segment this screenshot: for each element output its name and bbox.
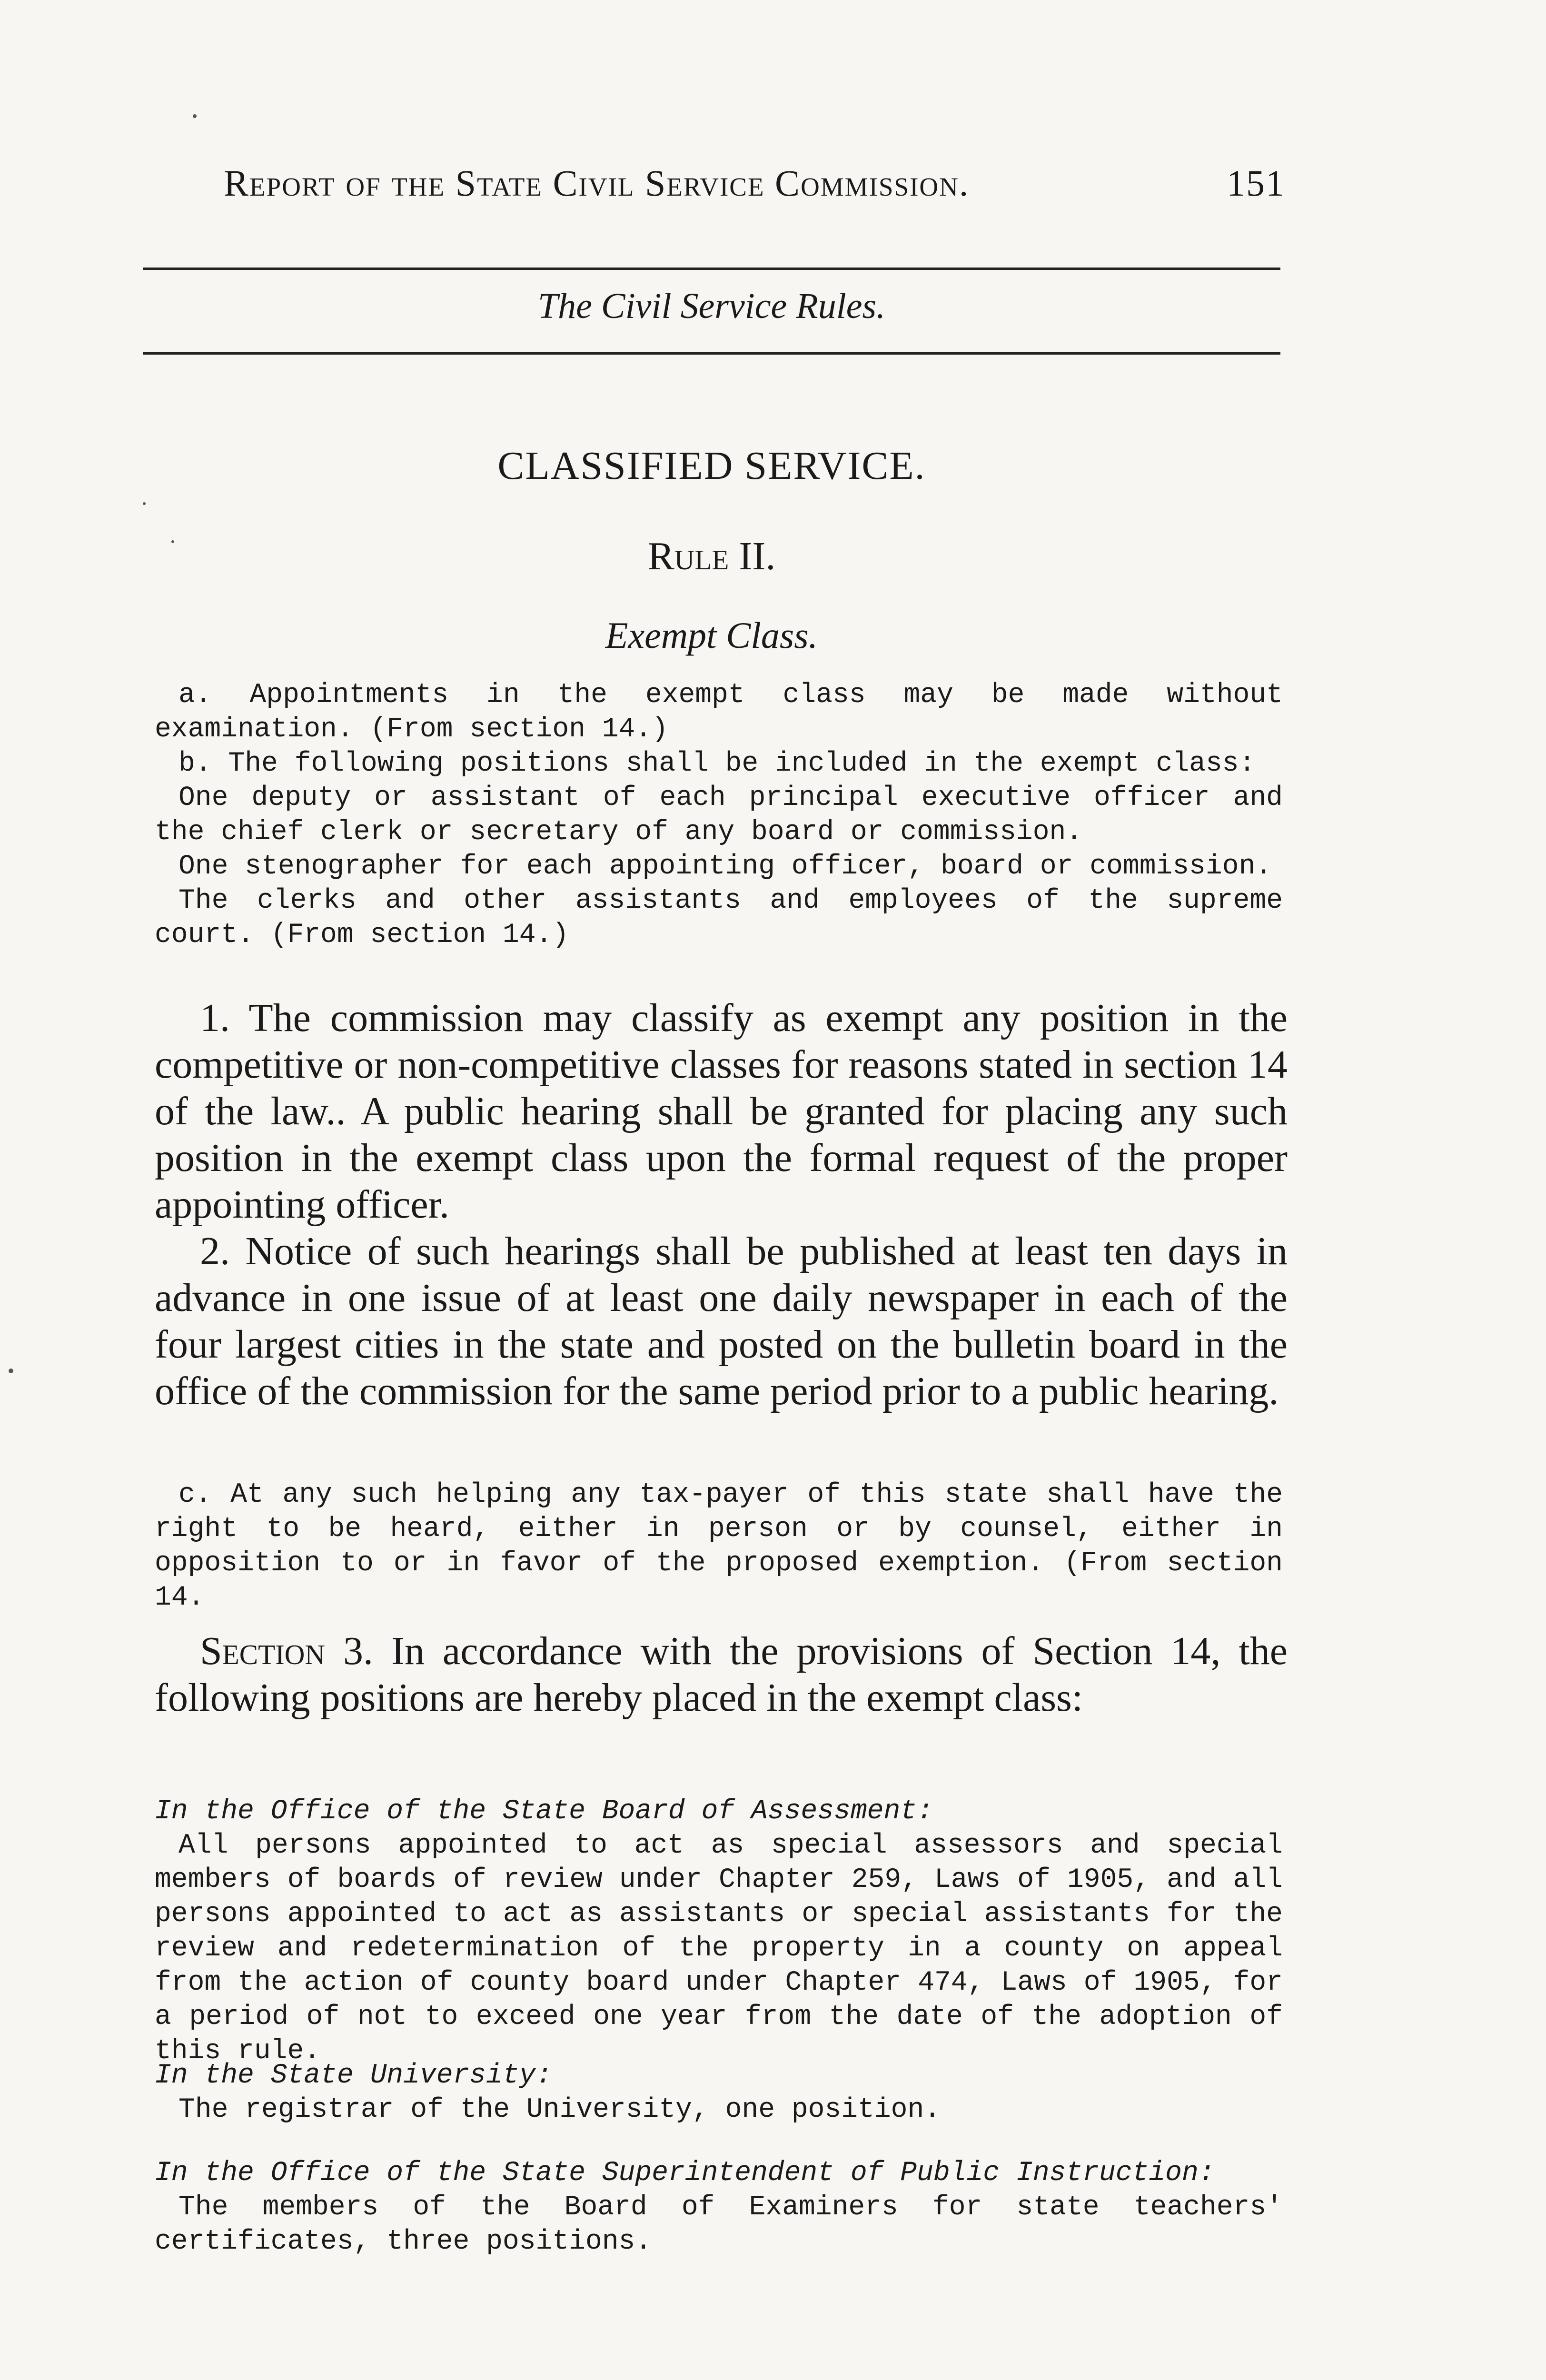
- scan-speck: [171, 540, 174, 543]
- subsection-title: Exempt Class.: [605, 615, 818, 656]
- paragraph-stenographer: One stenographer for each appointing officer, board or commission.: [178, 851, 1272, 882]
- exempt-provisions-block: [155, 678, 1283, 952]
- hearing-rules-block: [155, 995, 1288, 1415]
- running-head: [224, 162, 1285, 205]
- office-text-university: The registrar of the University, one position.: [178, 2094, 941, 2125]
- rule-number: Rule II.: [647, 534, 776, 578]
- scan-speck: [193, 114, 197, 118]
- office-assessment-block: [155, 1795, 1283, 2069]
- sub-head: The Civil Service Rules.: [537, 286, 886, 326]
- paragraph-a: a. Appointments in the exempt class may be made without examination. (From section 14.): [155, 680, 1283, 745]
- office-heading-university: In the State University:: [155, 2060, 553, 2091]
- section-3-text: In accordance with the provisions of Section 14, the following positions are hereby placed in the exempt class:: [155, 1629, 1288, 1720]
- section-title: CLASSIFIED SERVICE.: [497, 444, 926, 488]
- office-text-public-instruction: The members of the Board of Examiners for state teachers' certificates, three positions.: [155, 2192, 1283, 2257]
- running-head-title: Report of the State Civil Service Commission.: [224, 162, 970, 204]
- paragraph-b: b. The following positions shall be included in the exempt class:: [178, 748, 1256, 779]
- page-number: 151: [1227, 162, 1285, 204]
- top-rule-line: [143, 268, 1280, 270]
- section-3-block: [155, 1628, 1288, 1721]
- paragraph-c: c. At any such helping any tax-payer of this state shall have the right to be heard, either in person or by counsel, either in opposition to or in favor of the proposed exemption. (From section 14.: [155, 1479, 1283, 1613]
- scan-speck: [143, 502, 146, 505]
- scan-speck: [9, 1368, 13, 1373]
- office-text-assessment: All persons appointed to act as special assessors and special members of boards of review under Chapter 259, Laws of 1905, and all persons appointed to act as assistants or special assistants for the review and redetermination of the property in a county on appeal from the action of county board under Chapter 474, Laws of 1905, for a period of not to exceed one year from the date of the adoption of this rule.: [155, 1830, 1283, 2067]
- office-university-block: [155, 2059, 1283, 2127]
- paragraph-1: 1. The commission may classify as exempt any position in the competitive or non-competitive classes for reasons stated in section 14 of the law.. A public hearing shall be granted for placing any such position in the exempt class upon the formal request of the proper appointing officer.: [155, 996, 1288, 1227]
- hearing-right-block: [155, 1478, 1283, 1615]
- paragraph-deputy: One deputy or assistant of each principal executive officer and the chief clerk or secretary of any board or commission.: [155, 783, 1283, 848]
- bottom-rule-line: [143, 352, 1280, 355]
- office-heading-assessment: In the Office of the State Board of Assessment:: [155, 1796, 933, 1827]
- office-public-instruction-block: [155, 2156, 1283, 2259]
- paragraph-2: 2. Notice of such hearings shall be published at least ten days in advance in one issue of at least one daily newspaper in each of the four largest cities in the state and posted on the bulletin board in the office of the commission for the same period prior to a public hearing.: [155, 1229, 1288, 1413]
- paragraph-court-clerks: The clerks and other assistants and employees of the supreme court. (From section 14.): [155, 885, 1283, 951]
- section-3-label: Section 3.: [200, 1629, 373, 1673]
- office-heading-public-instruction: In the Office of the State Superintendent of Public Instruction:: [155, 2158, 1215, 2189]
- section-3-paragraph: [155, 1628, 1288, 1721]
